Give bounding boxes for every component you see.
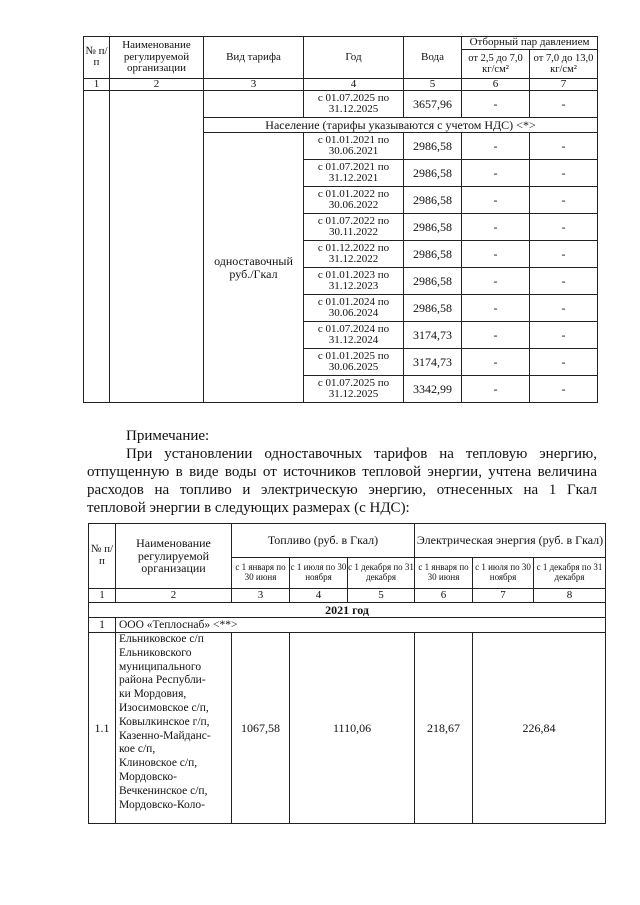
period-header: с 1 января по 30 июня [232, 557, 290, 588]
area-line: Ельниковское с/п [119, 633, 204, 645]
header-row [89, 524, 606, 558]
area-line: Казенно-Майданс- [119, 729, 211, 742]
col-steam-low-header: от 2,5 до 7,0 кг/см² [462, 49, 530, 78]
year-label: 2021 год [89, 603, 606, 618]
col-steam-high-header: от 7,0 до 13,0 кг/см² [530, 49, 598, 78]
period-cell: с 01.12.2022 по 31.12.2022 [304, 241, 404, 268]
org-cell [110, 91, 204, 403]
col-fuel-header: Топливо (руб. в Гкал) [232, 524, 415, 558]
period-cell: с 01.01.2024 по 30.06.2024 [304, 295, 404, 322]
area-line: Мордовско-Коло- [119, 798, 205, 811]
area-line: кое с/п, [119, 743, 156, 756]
steam-high-cell: - [530, 268, 598, 295]
num-cell [84, 91, 110, 403]
water-cell: 3342,99 [404, 376, 462, 403]
steam-high-cell: - [530, 349, 598, 376]
area-line: Мордовско- [119, 770, 177, 783]
steam-high-cell: - [530, 133, 598, 160]
period-header: с 1 июля по 30 ноября [290, 557, 348, 588]
area-line: ки Мордовия, [119, 688, 187, 701]
water-cell: 2986,58 [404, 187, 462, 214]
col-number: 1 [89, 589, 116, 603]
year-row [89, 603, 606, 618]
header-row [84, 37, 598, 50]
period-cell: с 01.07.2022 по 30.11.2022 [304, 214, 404, 241]
note-body: При установлении одноставочных тарифов на тепловую энергию, отпущенную в виде воды от источников тепловой энергии, учтена величина расходов на топливо и электрическую энергию, отнесенных на 1 Гкал тепловой энергии в следующих размерах (с НДС): [87, 446, 597, 516]
steam-low-cell: - [462, 241, 530, 268]
steam-high-cell: - [530, 187, 598, 214]
col-tariff-type-header: Вид тарифа [204, 37, 304, 79]
water-cell: 2986,58 [404, 133, 462, 160]
steam-high-cell: - [530, 214, 598, 241]
area-list [116, 633, 232, 824]
org-num: 1 [89, 618, 116, 633]
row-num: 1.1 [89, 633, 116, 824]
cost-table [88, 523, 606, 824]
col-number: 3 [232, 589, 290, 603]
steam-high-cell: - [530, 295, 598, 322]
period-header: с 1 декабря по 31 декабря [534, 557, 606, 588]
period-cell: с 01.07.2024 по 31.12.2024 [304, 322, 404, 349]
org-name: ООО «Теплоснаб» <**> [116, 618, 606, 633]
area-line: Клиновское с/п, [119, 757, 198, 770]
area-line: муниципального [119, 660, 202, 673]
col-steam-header: Отборный пар давлением [462, 37, 598, 50]
steam-high-cell: - [530, 91, 598, 118]
steam-low-cell: - [462, 160, 530, 187]
period-cell: с 01.01.2023 по 31.12.2023 [304, 268, 404, 295]
note-title: Примечание: [126, 428, 210, 444]
water-cell: 2986,58 [404, 214, 462, 241]
electric-jan-jun: 218,67 [415, 633, 473, 824]
col-year-header: Год [304, 37, 404, 79]
col-number: 5 [348, 589, 415, 603]
table-row [89, 633, 606, 824]
area-line: Ковылкинское г/п, [119, 715, 210, 728]
tariff-table [83, 36, 598, 403]
period-cell: с 01.01.2021 по 30.06.2021 [304, 133, 404, 160]
steam-low-cell: - [462, 214, 530, 241]
col-number: 4 [290, 589, 348, 603]
period-cell: с 01.07.2025 по 31.12.2025 [304, 376, 404, 403]
tariff-type-cell [204, 91, 304, 118]
col-number: 3 [204, 78, 304, 91]
steam-low-cell: - [462, 349, 530, 376]
col-water-header: Вода [404, 37, 462, 79]
fuel-jul-dec: 1110,06 [290, 633, 415, 824]
col-number: 2 [116, 589, 232, 603]
area-line: района Республи- [119, 674, 206, 687]
population-label: Население (тарифы указываются с учетом НДС) <*> [204, 118, 598, 133]
steam-low-cell: - [462, 268, 530, 295]
steam-high-cell: - [530, 322, 598, 349]
period-cell: с 01.07.2021 по 31.12.2021 [304, 160, 404, 187]
area-line: Вечкенинское с/п, [119, 784, 208, 797]
col-number: 7 [473, 589, 534, 603]
col-number: 5 [404, 78, 462, 91]
column-numbers-row [89, 589, 606, 603]
table-row [84, 91, 598, 118]
col-number: 4 [304, 78, 404, 91]
steam-low-cell: - [462, 91, 530, 118]
area-line: Изосимовское с/п, [119, 701, 209, 714]
period-header: с 1 января по 30 июня [415, 557, 473, 588]
water-cell: 3657,96 [404, 91, 462, 118]
period-cell: с 01.01.2022 по 30.06.2022 [304, 187, 404, 214]
water-cell: 3174,73 [404, 322, 462, 349]
col-number: 2 [110, 78, 204, 91]
col-electric-header: Электрическая энергия (руб. в Гкал) [415, 524, 606, 558]
fuel-jan-jun: 1067,58 [232, 633, 290, 824]
steam-low-cell: - [462, 133, 530, 160]
col-num-header: № п/п [84, 37, 110, 79]
period-cell: с 01.01.2025 по 30.06.2025 [304, 349, 404, 376]
area-line: Ельниковского [119, 646, 192, 659]
period-cell: с 01.07.2025 по 31.12.2025 [304, 91, 404, 118]
period-header: с 1 июля по 30 ноября [473, 557, 534, 588]
steam-low-cell: - [462, 376, 530, 403]
period-header: с 1 декабря по 31 декабря [348, 557, 415, 588]
water-cell: 3174,73 [404, 349, 462, 376]
water-cell: 2986,58 [404, 295, 462, 322]
water-cell: 2986,58 [404, 268, 462, 295]
water-cell: 2986,58 [404, 241, 462, 268]
org-row [89, 618, 606, 633]
steam-low-cell: - [462, 322, 530, 349]
steam-high-cell: - [530, 241, 598, 268]
col-number: 6 [462, 78, 530, 91]
steam-low-cell: - [462, 187, 530, 214]
steam-low-cell: - [462, 295, 530, 322]
steam-high-cell: - [530, 376, 598, 403]
col-number: 8 [534, 589, 606, 603]
col-num-header: № п/п [89, 524, 116, 589]
col-number: 6 [415, 589, 473, 603]
column-numbers-row [84, 78, 598, 91]
col-org-header: Наименование регулируемой организации [110, 37, 204, 79]
water-cell: 2986,58 [404, 160, 462, 187]
tariff-label: одноставочный руб./Гкал [204, 133, 304, 403]
electric-jul-dec: 226,84 [473, 633, 606, 824]
steam-high-cell: - [530, 160, 598, 187]
col-number: 7 [530, 78, 598, 91]
col-org-header: Наименование регулируемой организации [116, 524, 232, 589]
col-number: 1 [84, 78, 110, 91]
